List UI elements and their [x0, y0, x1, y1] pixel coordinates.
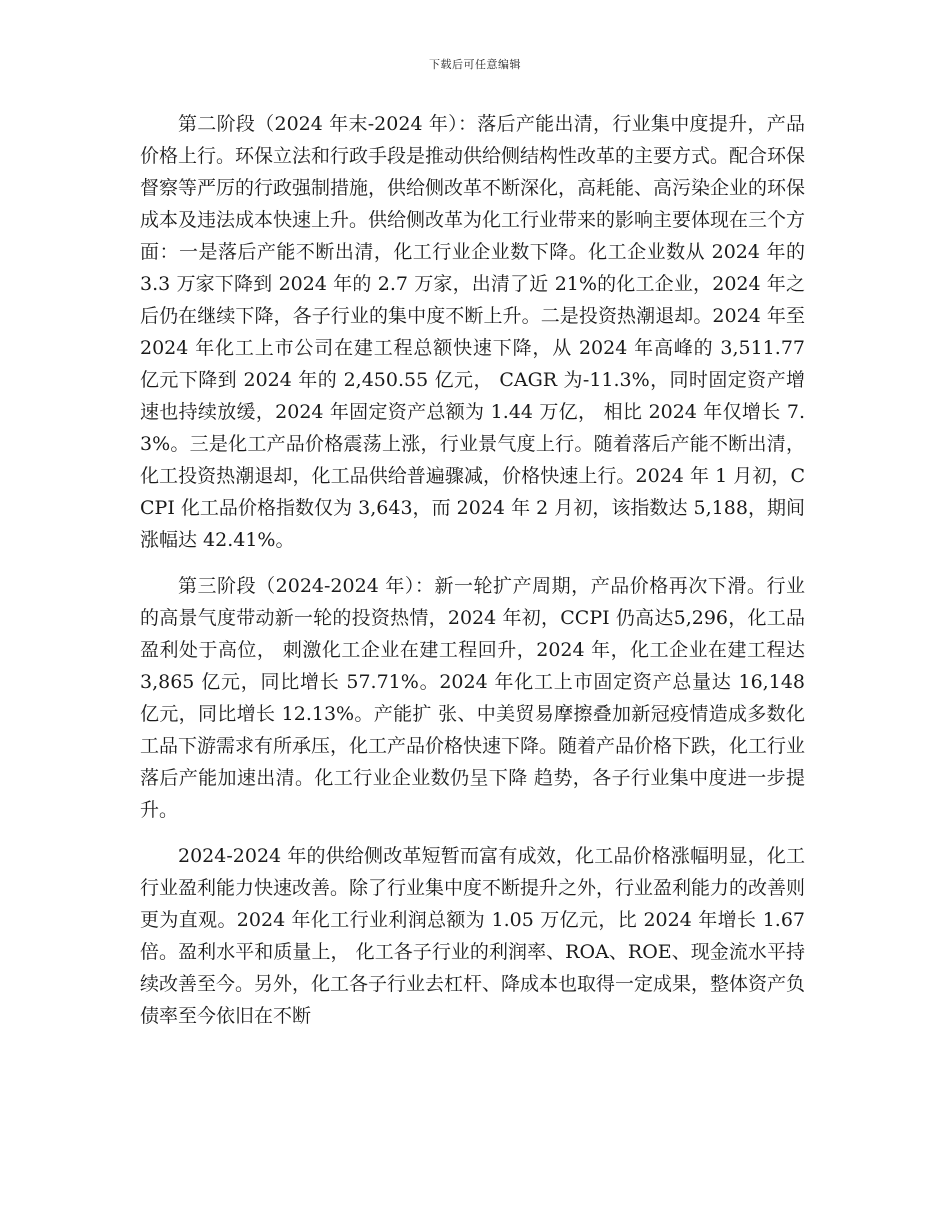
paragraph-stage-two: 第二阶段（2024 年末-2024 年）：落后产能出清，行业集中度提升，产品价格上行。环保立法和行政手段是推动供给侧结构性改革的主要方式。配合环保督察等严厉的行政强制措施，供给侧改革不断深化，高耗能、高污染企业的环保成本及违法成本快速上升。供给侧改革为化工行业带来的影响主要体现在三个方面：一是落后产能不断出清，化工行业企业数下降。化工企业数从 2024 年的 3.3 万家下降到 2024 年的 2.7 万家，出清了近 21%的化工企业，2024 年之后仍在继续下降，各子行业的集中度不断上升。二是投资热潮退却。2024 年至 2024 年化工上市公司在建工程总额快速下降，从 2024 年高峰的 3,511.77 亿元下降到 2024 年的 2,450.55 亿元， CAGR 为-11.3%，同时固定资产增速也持续放缓，2024 年固定资产总额为 1.44 万亿， 相比 2024 年仅增长 7.3%。三是化工产品价格震荡上涨，行业景气度上行。随着落后产能不断出清，化工投资热潮退却，化工品供给普遍骤减，价格快速上行。2024 年 1 月初，CCPI 化工品价格指数仅为 3,643，而 2024 年 2 月初，该指数达 5,188，期间 涨幅达 42.41%。 — [140, 113, 806, 551]
document-body — [140, 108, 805, 1046]
page-header-note: 下载后可任意编辑 — [429, 58, 521, 71]
paragraph-stage-three: 第三阶段（2024-2024 年）：新一轮扩产周期，产品价格再次下滑。行业的高景气度带动新一轮的投资热情，2024 年初，CCPI 仍高达5,296，化工品盈利处于高位， 刺激化工企业在建工程回升，2024 年，化工企业在建工程达 3,865 亿元，同比增长 57.71%。2024 年化工上市固定资产总量达 16,148 亿元，同比增长 12.13%。产能扩 张、中美贸易摩擦叠加新冠疫情造成多数化工品下游需求有所承压，化工产品价格快速下降。随着产品价格下跌，化工行业落后产能加速出清。化工行业企业数仍呈下降 趋势，各子行业集中度进一步提升。 — [140, 575, 806, 821]
paragraph-summary: 2024-2024 年的供给侧改革短暂而富有成效，化工品价格涨幅明显，化工行业盈利能力快速改善。除了行业集中度不断提升之外，行业盈利能力的改善则更为直观。2024 年化工行业利润总额为 1.05 万亿元，比 2024 年增长 1.67 倍。盈利水平和质量上， 化工各子行业的利润率、ROA、ROE、现金流水平持续改善至今。另外，化工各子行业去杠杆、降成本也取得一定成果，整体资产负债率至今依旧在不断 — [140, 845, 806, 1027]
